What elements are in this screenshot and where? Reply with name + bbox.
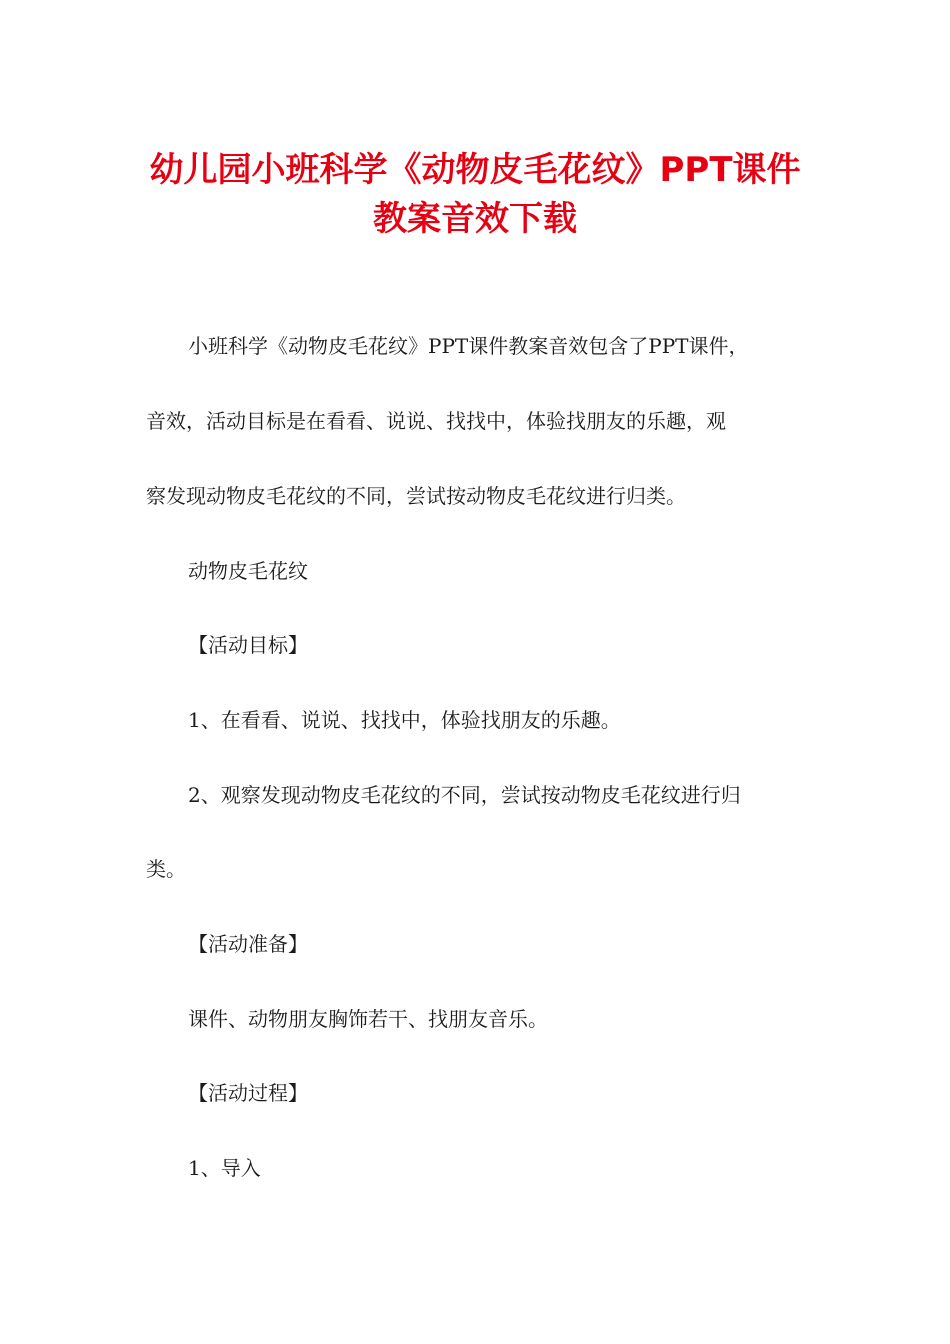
preparation-text: 课件、动物朋友胸饰若干、找朋友音乐。 [188,1007,548,1031]
intro-paragraph-line: 小班科学《动物皮毛花纹》PPT课件教案音效包含了PPT课件， [188,334,749,358]
goal-item-continued: 类。 [146,857,186,881]
document-title-continued: 教案音效下载 [373,199,577,239]
document-title: 幼儿园小班科学《动物皮毛花纹》PPT课件 [149,150,801,190]
intro-paragraph-line: 察发现动物皮毛花纹的不同，尝试按动物皮毛花纹进行归类。 [146,484,686,508]
goal-item: 2、观察发现动物皮毛花纹的不同，尝试按动物皮毛花纹进行归 [188,783,741,807]
section-heading-process: 【活动过程】 [188,1081,308,1105]
process-step: 1、导入 [188,1156,261,1180]
intro-paragraph-line: 音效，活动目标是在看看、说说、找找中，体验找朋友的乐趣，观 [146,409,726,433]
goal-item: 1、在看看、说说、找找中，体验找朋友的乐趣。 [188,708,621,732]
subject-line: 动物皮毛花纹 [188,559,308,583]
section-heading-preparation: 【活动准备】 [188,932,308,956]
section-heading-goals: 【活动目标】 [188,633,308,657]
